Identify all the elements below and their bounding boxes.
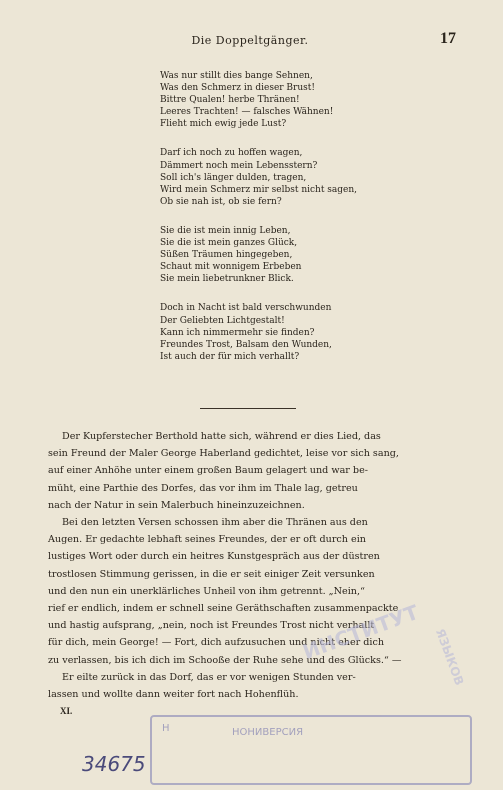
poem-line: Ist auch der für mich verhallt? <box>160 351 300 362</box>
prose-line: auf einer Anhöhe unter einem großen Baum gelagert und war be- <box>48 465 368 477</box>
prose-text <box>48 428 453 703</box>
prose-line: Augen. Er gedachte lebhaft seines Freundes, der er oft durch ein <box>48 534 366 546</box>
prose-line: sein Freund der Maler George Haberland gedichtet, leise vor sich sang, <box>48 448 399 460</box>
prose-line: für dich, mein George! — Fort, dich aufzusuchen und nicht eher dich <box>48 637 385 649</box>
poem-line: Sie die ist mein innig Leben, <box>160 225 291 236</box>
prose-line: Er eilte zurück in das Dorf, das er vor wenigen Stunden ver- <box>62 671 356 683</box>
poem-stanza <box>160 147 400 207</box>
poem-line: Flieht mich ewig jede Lust? <box>160 119 287 130</box>
prose-line: müht, eine Parthie des Dorfes, das vor ihm im Thale lag, getreu <box>48 482 358 494</box>
handwritten-number: 34675 <box>82 752 146 776</box>
poem-stanza <box>160 225 400 285</box>
running-title: Die Doppeltgänger. <box>191 34 309 47</box>
prose-line: trostlosen Stimmung gerissen, in die er seit einiger Zeit versunken <box>48 568 375 580</box>
poem <box>160 70 400 380</box>
stamp-text: НОНИВЕРСИЯ <box>232 727 304 738</box>
page-header <box>40 30 460 50</box>
poem-stanza <box>160 302 400 362</box>
poem-line: Der Geliebten Lichtgestalt! <box>160 315 285 326</box>
poem-line: Doch in Nacht ist bald verschwunden <box>160 303 332 314</box>
prose-line: zu verlassen, bis ich dich im Schooße der Ruhe sehe und des Glücks.“ — <box>48 654 402 666</box>
prose-line: nach der Natur in sein Malerbuch hineinzuzeichnen. <box>48 499 305 511</box>
section-divider <box>200 408 296 409</box>
poem-stanza <box>160 70 400 130</box>
prose-line: Der Kupferstecher Berthold hatte sich, während er dies Lied, das <box>62 431 381 442</box>
stamp-watermark-institut: ИНСТИТУТ <box>299 599 422 665</box>
poem-line: Dämmert noch mein Lebensstern? <box>160 160 318 171</box>
poem-line: Was den Schmerz in dieser Brust! <box>160 83 315 94</box>
poem-line: Was nur stillt dies bange Sehnen, <box>160 71 313 81</box>
page-number: 17 <box>440 30 456 47</box>
prose-line: und den nun ein unerklärliches Unheil von ihm getrennt. „Nein,“ <box>48 585 365 597</box>
poem-line: Sie mein liebetrunkner Blick. <box>160 274 294 285</box>
poem-line: Freundes Trost, Balsam den Wunden, <box>160 339 332 350</box>
poem-line: Wird mein Schmerz mir selbst nicht sagen, <box>160 184 358 195</box>
poem-line: Leeres Trachten! — falsches Wähnen! <box>160 107 334 118</box>
poem-line: Kann ich nimmermehr sie finden? <box>160 327 315 338</box>
prose-line: lassen und wollte dann weiter fort nach Hohenflüh. <box>48 689 299 701</box>
prose-line: lustiges Wort oder durch ein heitres Kunstgespräch aus der düstren <box>48 551 380 563</box>
poem-line: Darf ich noch zu hoffen wagen, <box>160 148 303 159</box>
prose-line: rief er endlich, indem er schnell seine Geräthschaften zusammenpackte <box>48 603 399 615</box>
poem-line: Süßen Träumen hingegeben, <box>160 250 293 261</box>
poem-line: Ob sie nah ist, ob sie fern? <box>160 196 282 207</box>
stamp-watermark-languages: ЯЗЫКОВ <box>432 626 467 688</box>
poem-line: Bittre Qualen! herbe Thränen! <box>160 95 300 106</box>
prose-line: und hastig aufsprang, „nein, noch ist Freundes Trost nicht verhallt <box>48 620 375 632</box>
signature-mark: XI. <box>60 706 73 716</box>
poem-line: Soll ich's länger dulden, tragen, <box>160 172 307 183</box>
poem-line: Sie die ist mein ganzes Glück, <box>160 238 298 249</box>
library-stamp <box>150 715 472 785</box>
poem-line: Schaut mit wonnigem Erbeben <box>160 262 302 273</box>
prose-line: Bei den letzten Versen schossen ihm aber die Thränen aus den <box>62 517 368 529</box>
stamp-text: Н <box>162 723 170 734</box>
